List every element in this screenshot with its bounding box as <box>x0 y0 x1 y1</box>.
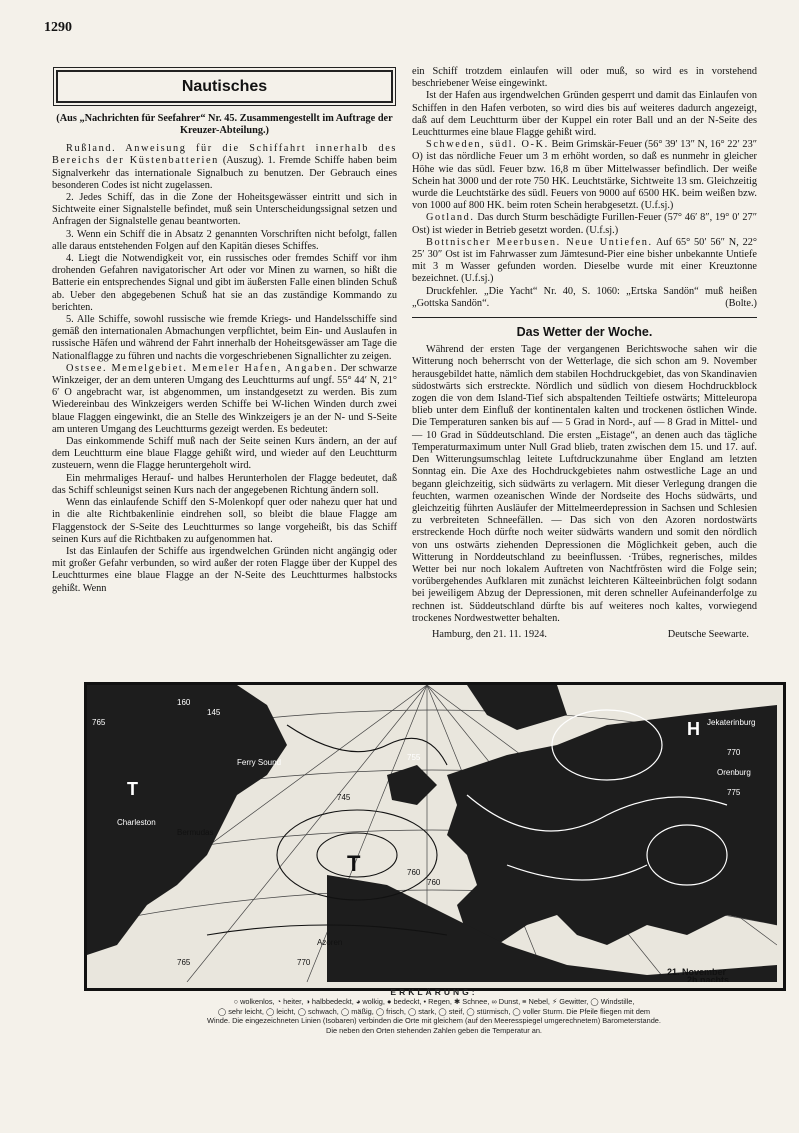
section-heading-nautisches: Nautisches <box>56 70 393 103</box>
legend-title: ERKLÄRUNG: <box>390 987 478 997</box>
paragraph-b3: Wenn das einlaufende Schiff den S-Molenkopf quer oder nahezu quer hat und in die alte Richtbakenlinie eindrehen soll, so bleibt die blaue Flagge am Flaggenstock der S-Seite des Leuchtturmes so lange vorgeheißt, bis das Schiff seinen Kurs auf die Richtbaken zu aufgenommen hat. <box>52 497 397 545</box>
page-number: 1290 <box>44 20 72 35</box>
paragraph-4: 4. Liegt die Notwendigkeit vor, ein russisches oder fremdes Schiff vor ihm drohenden Gefahren navigatorischer Art oder vor Minen zu warnen, so hißt die Batterie ein entsprechendes Signal und gibt im äußersten Falle einen blinden Schuß ab. Ueber den abgegebenen Schuß hat sie an das zuständige Kommando zu berichten. <box>52 253 397 313</box>
paragraph-druckfehler <box>412 286 757 310</box>
legend-line-1: ○ wolkenlos, ◔ heiter, ◑ halbbedeckt, ◕ wolkig, ● bedeckt, • Regen, ✱ Schnee, ∞ Dunst, ≡ Nebel, ⚡ Gewitter, ◯ Windstille, <box>233 997 635 1007</box>
paragraph-c1: ein Schiff trotzdem einlaufen will oder muß, so wird es in vorstehend beschriebener Weise eingewinkt. <box>412 66 757 90</box>
left-column <box>52 62 397 595</box>
paragraph-ostsee <box>52 363 397 436</box>
isobar-label-7: 775 <box>727 788 741 797</box>
isobar-label-11: 760 <box>407 868 421 877</box>
paragraph-russland <box>52 143 397 192</box>
isobar-label-2: 145 <box>207 708 221 717</box>
bottnischer-text: Auf 65° 50′ 56″ N, 22° 25′ 30″ Ost ist im Fahrwasser zum Jämtesund-Pier eine bisher unbekannte Untiefe mit 3 m Wasser gefunden worden. Dieselbe wurde mit einer Kreuztonne bezeichnet. (U.f.sj.) <box>412 236 757 285</box>
schweden-lead: Schweden, südl. O-K. <box>426 139 549 151</box>
signoff-organization: Deutsche Seewarte. <box>667 628 749 640</box>
druckfehler-text: Druckfehler. „Die Yacht“ Nr. 40, S. 1060: „Ertska Sandön“ muß heißen „Gottska Sandön“. <box>412 285 757 309</box>
map-date-2: 2h nachts <box>687 975 730 982</box>
gotland-lead: Gotland. <box>426 212 475 224</box>
isobar-label-10: 755 <box>407 753 421 762</box>
paragraph-bottnischer <box>412 237 757 286</box>
gotland-text: Das durch Sturm beschädigte Furillen-Feuer (57° 46′ 8″, 19° 0′ 27″ Ost) ist wieder in Betrieb gesetzt worden. (U.f.sj.) <box>412 212 757 236</box>
schweden-text: Beim Grimskär-Feuer (56° 39′ 13″ N, 16° 22′ 23″ O) ist das nördliche Feuer um 3 m erhöht worden, so daß es nunmehr in gleicher Höhe wie das südl. Feuer bzw. 16,8 m über Mittelwasser befindlich. Der weiße Schein hat 3000 und der rote 750 HK. Leuchtstärke, Sichtweite 13 sm. Gleichzeitig wurde die Leuchtstärke des südl. Feuers von 9000 auf 6500 HK. beim weißen bzw. von 1000 auf 800 HK. beim roten Schein herabgesetzt. (U.f.sj.) <box>412 139 758 212</box>
weather-map-drawing <box>87 685 777 982</box>
paragraph-schweden <box>412 139 757 212</box>
map-legend <box>104 988 764 1035</box>
signoff-place-date: Hamburg, den 21. 11. 1924. <box>432 628 547 640</box>
paragraph-gotland <box>412 212 757 236</box>
russland-text: (Auszug). 1. Fremde Schiffe haben beim Signalverkehr das internationale Signalbuch zu benutzen. Der Gebrauch eines besonderen Codes ist nicht zugelassen. <box>52 155 397 191</box>
isobar-label-8: 770 <box>297 958 311 967</box>
isobar-label-1: 160 <box>177 698 191 707</box>
map-date-1: 21. November <box>667 967 727 977</box>
isobar-label-9: 765 <box>177 958 191 967</box>
isobar-label-6: 770 <box>727 748 741 757</box>
section-subheading: (Aus „Nachrichten für Seefahrer“ Nr. 45. Zusammengestellt im Auftrage der Kreuzer-Abteilung.) <box>56 113 393 137</box>
paragraph-3: 3. Wenn ein Schiff die in Absatz 2 genannten Vorschriften nicht befolgt, fallen alle daraus entstehenden Folgen auf den Kapitän dieses Schiffes. <box>52 228 397 252</box>
isobar-label-4: 745 <box>337 793 351 802</box>
paragraph-c2: Ist der Hafen aus irgendwelchen Gründen gesperrt und damit das Einlaufen von Schiffen in den Hafen verboten, so wird dies bis auf weiteres dadurch angezeigt, daß auf dem Leuchtturm über der Kuppel ein roter Ball und an der N-Seite des Leuchtturmes eine blaue Flagge gehißt wird. <box>412 90 757 139</box>
paragraph-b4: Ist das Einlaufen der Schiffe aus irgendwelchen Gründen nicht angängig oder mit großer Gefahr verbunden, so wird außer der roten Flagge über der Kuppel des Leuchtturmes eine blaue Flagge an der N-Seite des Leuchtturmes halbstocks gehißt. Wenn <box>52 545 397 594</box>
map-low-T-west: T <box>127 779 138 799</box>
place-bermudas: Bermudas <box>177 828 214 837</box>
legend-line-4: Die neben den Orten stehenden Zahlen geben die Temperatur an. <box>326 1025 542 1035</box>
place-ferry-sound: Ferry Sound <box>237 758 282 767</box>
legend-line-3: Winde. Die eingezeichneten Linien (Isobaren) verbinden die Orte mit gleichem (auf den Meeresspiegel umgerechnetem) Barometerstande. <box>207 1016 661 1026</box>
weather-map <box>84 682 786 991</box>
isobar-label-5: 760 <box>427 878 441 887</box>
ostsee-text: Der schwarze Winkzeiger, der an dem unteren Umgang des Leuchtturms auf ungf. 55° 44′ N, 21° 6′ O angebracht war, ist abgenommen, um instandgesetzt zu werden. Bis zum Wiedereinbau des Winkzeigers werden Schiffe bei W-lichen Winden durch zwei blaue Flaggen eingewinkt, die an Stelle des Winkzeigers je an der N- und S-Seite am unteren Umgang des Leuchtturms gezeigt werden. Es bedeutet: <box>52 362 398 435</box>
section-divider <box>412 317 757 318</box>
paragraph-b2: Ein mehrmaliges Herauf- und halbes Herunterholen der Flagge bedeutet, daß das Schiff schleunigst seinen Kurs nach der angegebenen Richtung ändern soll. <box>52 472 397 496</box>
place-orenburg: Orenburg <box>717 768 751 777</box>
paragraph-5: 5. Alle Schiffe, sowohl russische wie fremde Kriegs- und Handelsschiffe sind gemäß den internationalen Abmachungen verpflichtet, beim Ein- und Auslaufen in russische Häfen und während der Fahrt innerhalb der Hoheitsgewässer am Tage die Nationalflagge zu führen und nachts die vorgeschriebenen Signallichter zu zeigen. <box>52 314 397 362</box>
map-low-T: T <box>347 851 361 876</box>
weather-signoff <box>412 629 757 641</box>
druckfehler-signature: (Bolte.) <box>725 297 757 309</box>
weather-heading: Das Wetter der Woche. <box>516 325 653 340</box>
weather-text: Während der ersten Tage der vergangenen Berichtswoche sahen wir die Witterung noch beherrscht von der Wetterlage, die sich schon am 9. November herausgebildet hatte, nämlich dem stabilen Hochdruckgebiet, das von Skandinavien südostwärts sich erstreckte. Nördlich und südlich von diesem Hochdruckblock zogen die von dem Island-Tief sich abspaltenden Teiltiefe ostwärts; Mitteleuropa blieb unter dem Einfluß der kontinentalen kalten und trockenen östlichen Winde. Die Temperaturen sanken bis auf — 5 Grad in Nord-, auf — 8 Grad in Mittel- und — 10 Grad in Süddeutschland. Die ersten „Eistage“, an denen auch das tägliche Temperaturmaximum unter Null Grad blieb, traten zwischen dem 15. und 17. auf. Den Witterungsumschlag leitete Luftdruckzunahme über England am letzten Sonntag ein. Die Axe des Hochdruckgebietes nahm ostwestliche Lage an und begann gleichzeitig, sich südwärts zu verlagern. Mit dieser Verlegung drangen die feuchten, warmen ozeanischen Winde der Nordseite des Hochs südwärts, und gleichzeitig führten Ausläufer der Mittelmeerdepression in Sachsen und Schlesien zu verbreiteten Schneefällen. — Das sich von den Azoren nordostwärts erstreckende Hoch dürfte noch weiter südwärts wandern und somit den nördlich von uns ostwärts ziehenden Depressionen die Möglichkeit geben, auch die Witterung in Norddeutschland zu beeinflussen. ·Trübes, regnerisches, mildes Wetter bei nur noch lokalem Auftreten von Nachtfrösten wird die Folge sein; vorübergehendes Aufklaren mit zunächst leichteren Kälteeinbrüchen folgt sodann bei jeweiligem Abzug der Depressionen, mit deren schneller Aufeinanderfolge zu rechnen ist. Süddeutschland dürfte bis auf weiteres noch kaltes, vorwiegend trockenes Nordwestwetter behalten. <box>412 344 757 624</box>
bottnischer-lead: Bottnischer Meerbusen. Neue Untiefen. <box>426 236 653 248</box>
legend-line-2: ◯ sehr leicht, ◯ leicht, ◯ schwach, ◯ mäßig, ◯ frisch, ◯ stark, ◯ steif, ◯ stürmisch, ◯ voller Sturm. Die Pfeile fliegen mit dem <box>217 1006 651 1016</box>
isobar-label-3: 765 <box>92 718 106 727</box>
map-high-H: H <box>687 719 700 739</box>
russland-lead: Rußland. Anweisung für die Schiffahrt innerhalb des Bereichs der Küstenbatterien <box>52 143 397 167</box>
place-azoren: Azoren <box>317 938 343 947</box>
place-jekaterinburg: Jekaterinburg <box>707 718 756 727</box>
right-column <box>412 66 757 641</box>
paragraph-b1: Das einkommende Schiff muß nach der Seite seinen Kurs ändern, an der auf dem Leuchtturm eine blaue Flagge gehißt wird, und wieder auf den Leuchtturm zusteuern, wenn die Flagge heruntergeholt wird. <box>52 436 397 472</box>
ostsee-lead: Ostsee. Memelgebiet. Memeler Hafen, Angaben. <box>66 362 338 374</box>
place-charleston: Charleston <box>117 818 156 827</box>
paragraph-2: 2. Jedes Schiff, das in die Zone der Hoheitsgewässer eintritt und sich in Sichtweite einer Signalstelle befindet, muß sein Unterscheidungssignal setzen und Anfragen der Signalstelle genau beantworten. <box>52 192 397 228</box>
